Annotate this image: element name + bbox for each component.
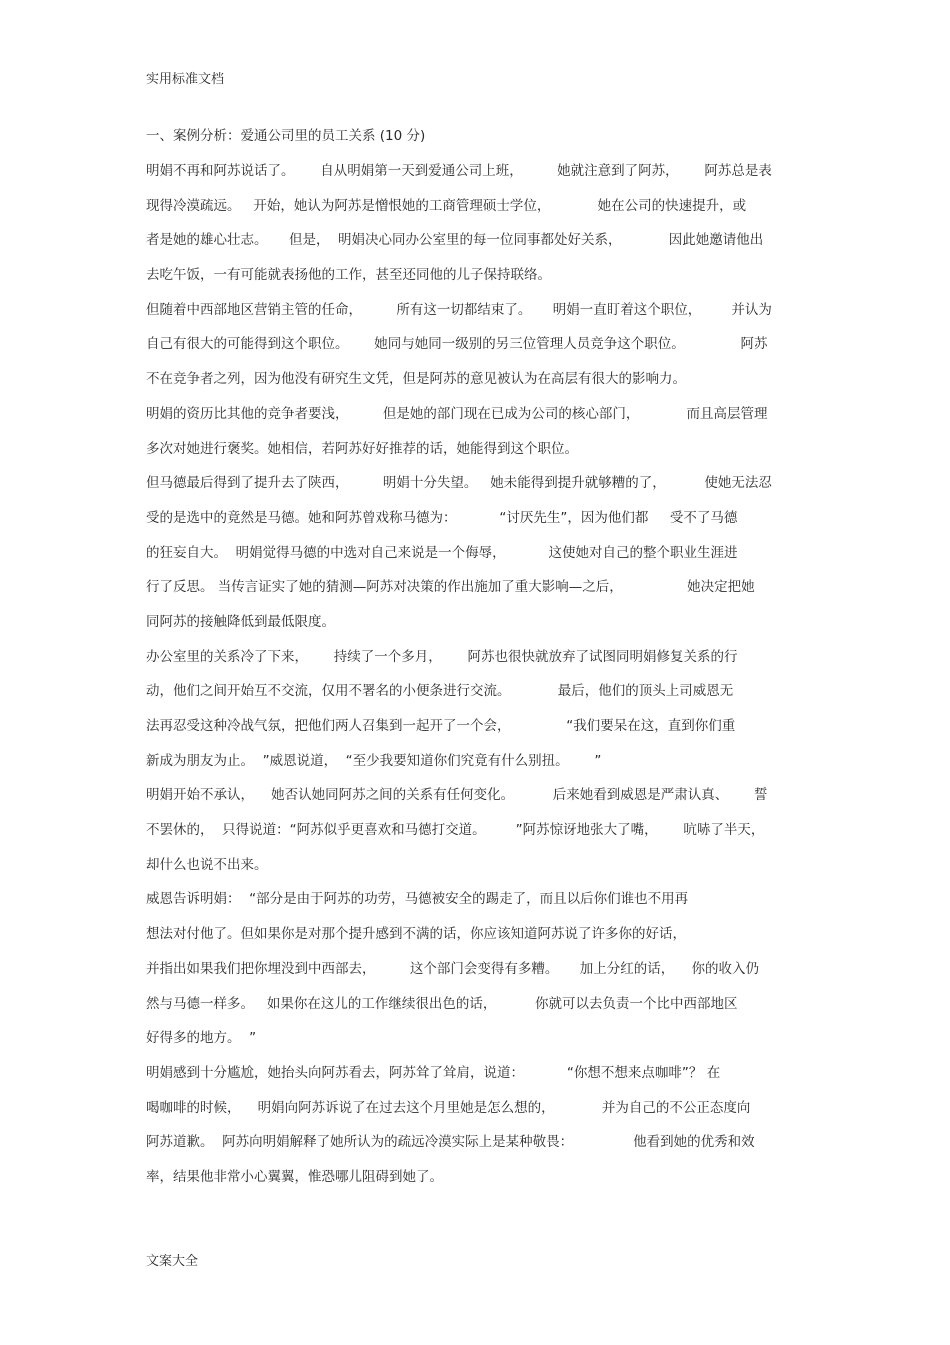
text-line: 并指出如果我们把你埋没到中西部去， 这个部门会变得有多糟。 加上分红的话， 你的收入仍 — [146, 960, 759, 977]
text-line: 不在竞争者之列，因为他没有研究生文凭，但是阿苏的意见被认为在高层有很大的影响力。 — [146, 371, 686, 388]
text-line: 明娟感到十分尴尬，她抬头向阿苏看去，阿苏耸了耸肩，说道： “你想不想来点咖啡”？ 在 — [146, 1064, 721, 1081]
text-line: 去吃午饭，一有可能就表扬他的工作，甚至还同他的儿子保持联络。 — [146, 267, 551, 284]
text-line: 新成为朋友为止。 ”威恩说道， “至少我要知道你们究竟有什么别扭。 ” — [146, 752, 602, 769]
text-line: 办公室里的关系冷了下来， 持续了一个多月， 阿苏也很快就放弃了试图同明娟修复关系的行 — [146, 648, 738, 665]
text-line: 自己有很大的可能得到这个职位。 她同与她同一级别的另三位管理人员竞争这个职位。 阿苏 — [146, 336, 768, 353]
text-line: 的狂妄自大。 明娟觉得马德的中选对自己来说是一个侮辱， 这使她对自己的整个职业生涯进 — [146, 544, 738, 561]
text-line: 现得冷漠疏远。 开始，她认为阿苏是憎恨她的工商管理硕士学位， 她在公司的快速提升，或 — [146, 197, 747, 214]
text-line: 好得多的地方。 ” — [146, 1030, 257, 1047]
text-line: 不罢休的， 只得说道：“阿苏似乎更喜欢和马德打交道。 ”阿苏惊讶地张大了嘴， 吭哧了半天， — [146, 822, 765, 839]
page-footer: 文案大全 — [146, 1254, 199, 1269]
text-line: 威恩告诉明娟： “部分是由于阿苏的功劳，马德被安全的踢走了，而且以后你们谁也不用再 — [146, 891, 689, 908]
text-line: 率，结果他非常小心翼翼，惟恐哪儿阻碍到她了。 — [146, 1168, 443, 1185]
text-line: 受的是选中的竟然是马德。她和阿苏曾戏称马德为： “讨厌先生”，因为他们都 受不了马德 — [146, 509, 738, 526]
page-header: 实用标准文档 — [146, 72, 225, 87]
document-body — [146, 118, 811, 1195]
case-text — [146, 154, 811, 1195]
text-line: 但马德最后得到了提升去了陕西， 明娟十分失望。 她未能得到提升就够糟的了， 使她无法忍 — [146, 475, 772, 492]
text-line: 明娟开始不承认， 她否认她同阿苏之间的关系有任何变化。 后来她看到威恩是严肃认真、 誓 — [146, 787, 768, 804]
text-line: 多次对她进行褒奖。她相信，若阿苏好好推荐的话，她能得到这个职位。 — [146, 440, 578, 457]
text-line: 动，他们之间开始互不交流，仅用不署名的小便条进行交流。 最后，他们的顶头上司威恩无 — [146, 683, 734, 700]
text-line: 但随着中西部地区营销主管的任命， 所有这一切都结束了。 明娟一直盯着这个职位， 并认为 — [146, 301, 772, 318]
text-line: 者是她的雄心壮志。 但是， 明娟决心同办公室里的每一位同事都处好关系， 因此她邀请他出 — [146, 232, 764, 249]
text-line: 然与马德一样多。 如果你在这儿的工作继续很出色的话， 你就可以去负责一个比中西部地区 — [146, 995, 738, 1012]
text-line: 喝咖啡的时候， 明娟向阿苏诉说了在过去这个月里她是怎么想的， 并为自己的不公正态度向 — [146, 1099, 751, 1116]
text-line: 法再忍受这种冷战气氛，把他们两人召集到一起开了一个会， “我们要呆在这，直到你们重 — [146, 718, 736, 734]
text-line: 明娟的资历比其他的竞争者要浅， 但是她的部门现在已成为公司的核心部门， 而且高层管理 — [146, 405, 768, 422]
text-line: 行了反思。 当传言证实了她的猜测—阿苏对决策的作出施加了重大影响—之后， 她决定把她 — [146, 579, 755, 596]
text-line: 同阿苏的接触降低到最低限度。 — [146, 613, 335, 630]
text-line: 阿苏道歉。 阿苏向明娟解释了她所认为的疏远冷漠实际上是某种敬畏： 他看到她的优秀和效 — [146, 1134, 755, 1151]
text-line: 却什么也说不出来。 — [146, 856, 268, 873]
text-line: 想法对付他了。但如果你是对那个提升感到不满的话，你应该知道阿苏说了许多你的好话， — [146, 926, 686, 943]
section-title: 一、案例分析：爱通公司里的员工关系 (10 分) — [146, 128, 426, 144]
text-line: 明娟不再和阿苏说话了。 自从明娟第一天到爱通公司上班， 她就注意到了阿苏， 阿苏总是表 — [146, 163, 772, 179]
